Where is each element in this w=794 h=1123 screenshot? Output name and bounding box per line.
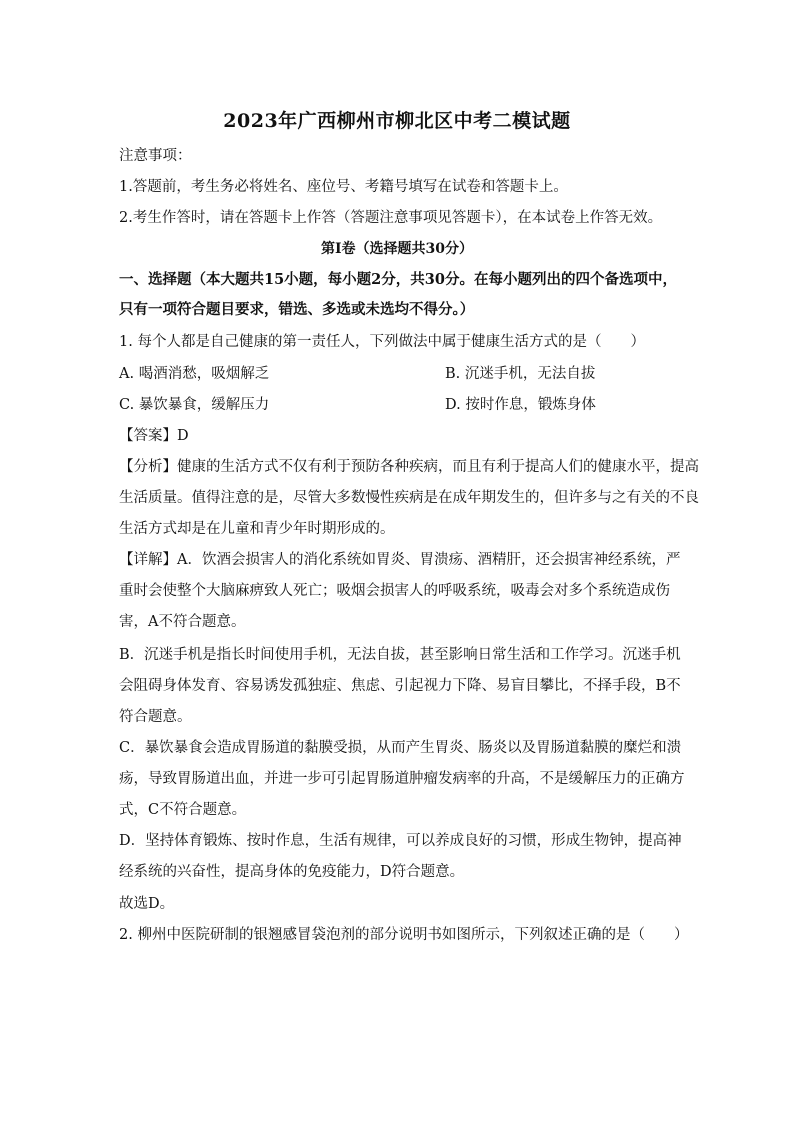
question-1-option-d: D. 按时作息，锻炼身体 [445, 397, 596, 413]
question-1-stem: 1. 每个人都是自己健康的第一责任人，下列做法中属于健康生活方式的是（ ） [119, 334, 645, 350]
question-1-detail-line: C．暴饮暴食会造成胃肠道的黏膜受损，从而产生胃炎、肠炎以及胃肠道黏膜的糜烂和溃 [119, 740, 682, 756]
question-1-analysis-line: 【分析】健康的生活方式不仅有利于预防各种疾病，而且有利于提高人们的健康水平，提高 [119, 459, 699, 475]
question-1-detail-line: 害，A不符合题意。 [119, 614, 246, 630]
section-heading: 第Ⅰ卷（选择题共30分） [320, 241, 474, 257]
question-1-detail-line: 重时会使整个大脑麻痹致人死亡；吸烟会损害人的呼吸系统，吸毒会对多个系统造成伤 [119, 583, 670, 599]
notice-item-1: 1.答题前，考生务必将姓名、座位号、考籍号填写在试卷和答题卡上。 [119, 179, 568, 195]
question-1-conclusion: 故选D。 [119, 896, 175, 912]
question-1-detail-line: 式，C不符合题意。 [119, 802, 247, 818]
question-1-answer: 【答案】D [119, 428, 189, 444]
question-1-option-c: C. 暴饮暴食，缓解压力 [119, 397, 270, 413]
question-1-option-a: A. 喝酒消愁，吸烟解乏 [119, 366, 270, 382]
question-1-detail-line: 【详解】A．饮酒会损害人的消化系统如胃炎、胃溃疡、酒精肝，还会损害神经系统，严 [119, 552, 681, 568]
question-1-detail-line: 疡，导致胃肠道出血，并进一步可引起胃肠道肿瘤发病率的升高，不是缓解压力的正确方 [119, 771, 685, 787]
question-1-analysis-line: 生活方式却是在儿童和青少年时期形成的。 [119, 521, 395, 537]
question-1-detail-line: B．沉迷手机是指长时间使用手机，无法自拔，甚至影响日常生活和工作学习。沉迷手机 [119, 647, 681, 663]
notice-heading: 注意事项： [119, 148, 192, 164]
question-2-stem: 2. 柳州中医院研制的银翘感冒袋泡剂的部分说明书如图所示，下列叙述正确的是（ ） [119, 927, 689, 943]
question-1-option-b: B. 沉迷手机，无法自拔 [445, 366, 596, 382]
question-1-analysis-line: 生活质量。值得注意的是，尽管大多数慢性疾病是在成年期发生的，但许多与之有关的不良 [119, 490, 699, 506]
notice-item-2: 2.考生作答时，请在答题卡上作答（答题注意事项见答题卡），在本试卷上作答无效。 [119, 210, 663, 226]
part1-instruction-line2: 只有一项符合题目要求，错选、多选或未选均不得分。） [119, 301, 475, 318]
page-title: 2023年广西柳州市柳北区中考二模试题 [223, 110, 571, 132]
part1-instruction-line1: 一、选择题（本大题共15小题，每小题2分，共30分。在每小题列出的四个备选项中， [119, 271, 677, 288]
question-1-detail-line: D．坚持体育锻炼、按时作息，生活有规律，可以养成良好的习惯，形成生物钟，提高神 [119, 833, 682, 849]
question-1-detail-line: 会阻碍身体发育、容易诱发孤独症、焦虑、引起视力下降、易盲目攀比，不择手段，B不 [119, 678, 681, 694]
question-1-detail-line: 符合题意。 [119, 709, 192, 725]
question-1-detail-line: 经系统的兴奋性，提高身体的免疫能力，D符合题意。 [119, 864, 465, 880]
